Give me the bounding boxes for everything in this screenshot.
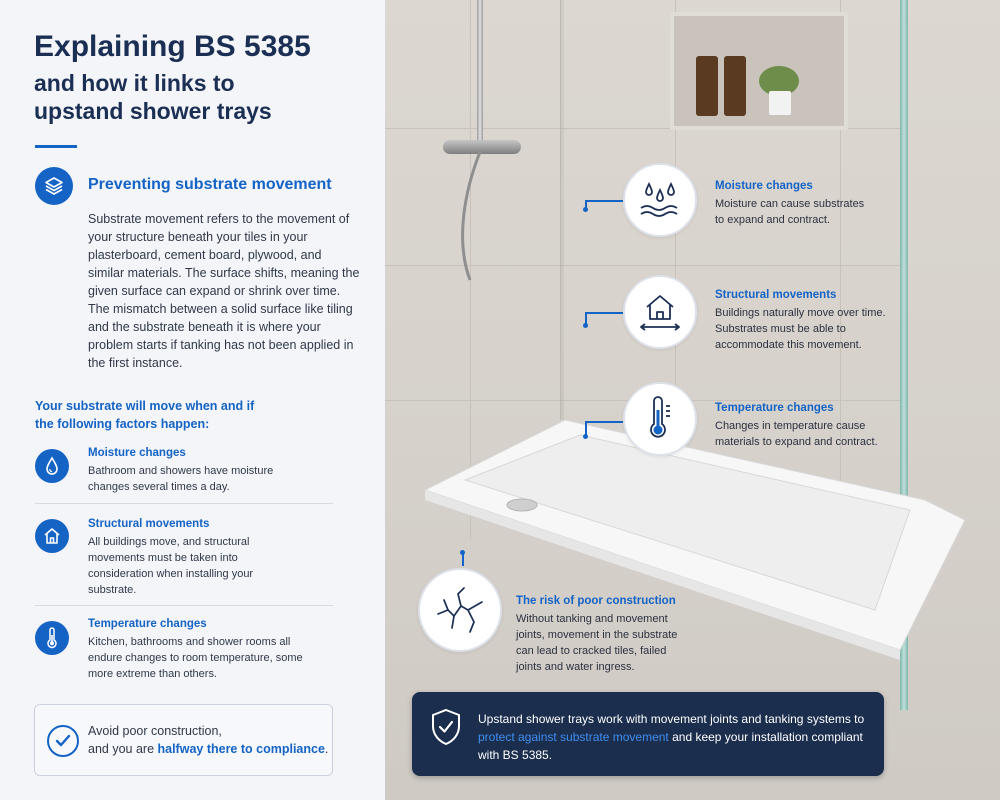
- bathroom-photo: [385, 0, 1000, 800]
- page-title: [34, 30, 364, 126]
- banner-highlight: protect against substrate movement: [478, 730, 669, 744]
- house-movement-icon: [623, 275, 697, 349]
- callout-title-poor-construction: The risk of poor construction: [516, 595, 676, 607]
- leader-line: [585, 421, 623, 423]
- factor-text-temperature: Kitchen, bathrooms and shower rooms all endure changes to room temperature, some more extreme than others.: [88, 636, 303, 680]
- section-body: Substrate movement refers to the movement of your structure beneath your tiles in your plasterboard, cement board, plywood, and similar materials. The surface shifts, meaning the given surface can expand or shrink over time. The mismatch between a solid surface like tiling and the substrate beneath it is where your problem starts if tanking has not been applied in the first instance.: [88, 212, 360, 370]
- callout-text: [88, 722, 328, 758]
- soap-bottle: [724, 56, 746, 116]
- factor-text-structural: All buildings move, and structural movements must be taken into consideration when installing your substrate.: [88, 536, 254, 596]
- shower-hose: [445, 150, 505, 290]
- factors-intro: Your substrate will move when and if the following factors happen:: [35, 399, 255, 431]
- compliance-callout: [34, 704, 333, 776]
- soap-bottle: [696, 56, 718, 116]
- callout-title-structural: Structural movements: [715, 289, 837, 301]
- moisture-icon: [623, 163, 697, 237]
- cracks-icon: [418, 568, 502, 652]
- leader-line: [585, 421, 587, 436]
- factor-title-moisture: Moisture changes: [88, 447, 186, 459]
- callout-line-1: Avoid poor construction,: [88, 724, 222, 738]
- wall-niche: [670, 12, 848, 130]
- banner-text: [478, 710, 874, 764]
- banner-text-post: and keep your installation compliant with BS 5385.: [478, 730, 863, 762]
- check-circle-icon: [47, 725, 79, 757]
- callout-line-2-post: .: [324, 742, 329, 756]
- callout-text-poor-construction: Without tanking and movement joints, movement in the substrate can lead to cracked tiles, failed joints and water ingress.: [516, 613, 678, 673]
- thermometer-icon: [35, 621, 69, 655]
- wall-corner: [560, 0, 564, 420]
- callout-title-temperature: Temperature changes: [715, 402, 834, 414]
- section-heading: Preventing substrate movement: [88, 176, 332, 193]
- shield-check-icon: [430, 708, 462, 746]
- thermometer-icon: [623, 382, 697, 456]
- callout-line-2-pre: and you are: [88, 742, 158, 756]
- layers-icon: [35, 167, 73, 205]
- leader-line: [585, 312, 623, 314]
- left-panel: [0, 0, 385, 800]
- title-line-3: upstand shower trays: [34, 98, 272, 125]
- callout-text-moisture: Moisture can cause substrates to expand and contract.: [715, 198, 865, 226]
- leader-line: [462, 552, 464, 566]
- factor-title-temperature: Temperature changes: [88, 618, 207, 630]
- callout-text-structural: Buildings naturally move over time. Substrates must be able to accommodate this movement.: [715, 307, 886, 351]
- title-line-2: and how it links to: [34, 69, 235, 96]
- factor-text-moisture: Bathroom and showers have moisture changes several times a day.: [88, 465, 274, 493]
- water-drop-icon: [35, 449, 69, 483]
- callout-text-temperature: Changes in temperature cause materials to expand and contract.: [715, 420, 878, 448]
- factor-title-structural: Structural movements: [88, 518, 210, 530]
- divider: [35, 605, 333, 606]
- plant-pot: [769, 91, 791, 115]
- house-icon: [35, 519, 69, 553]
- title-underline: [35, 145, 77, 148]
- shower-rail: [477, 0, 483, 150]
- banner-text-pre: Upstand shower trays work with movement joints and tanking systems to: [478, 712, 865, 726]
- title-line-1: Explaining BS 5385: [34, 30, 311, 63]
- leader-line: [585, 200, 623, 202]
- compliance-banner: [412, 692, 884, 776]
- callout-highlight: halfway there to compliance: [157, 742, 325, 756]
- callout-title-moisture: Moisture changes: [715, 180, 813, 192]
- divider: [35, 503, 333, 504]
